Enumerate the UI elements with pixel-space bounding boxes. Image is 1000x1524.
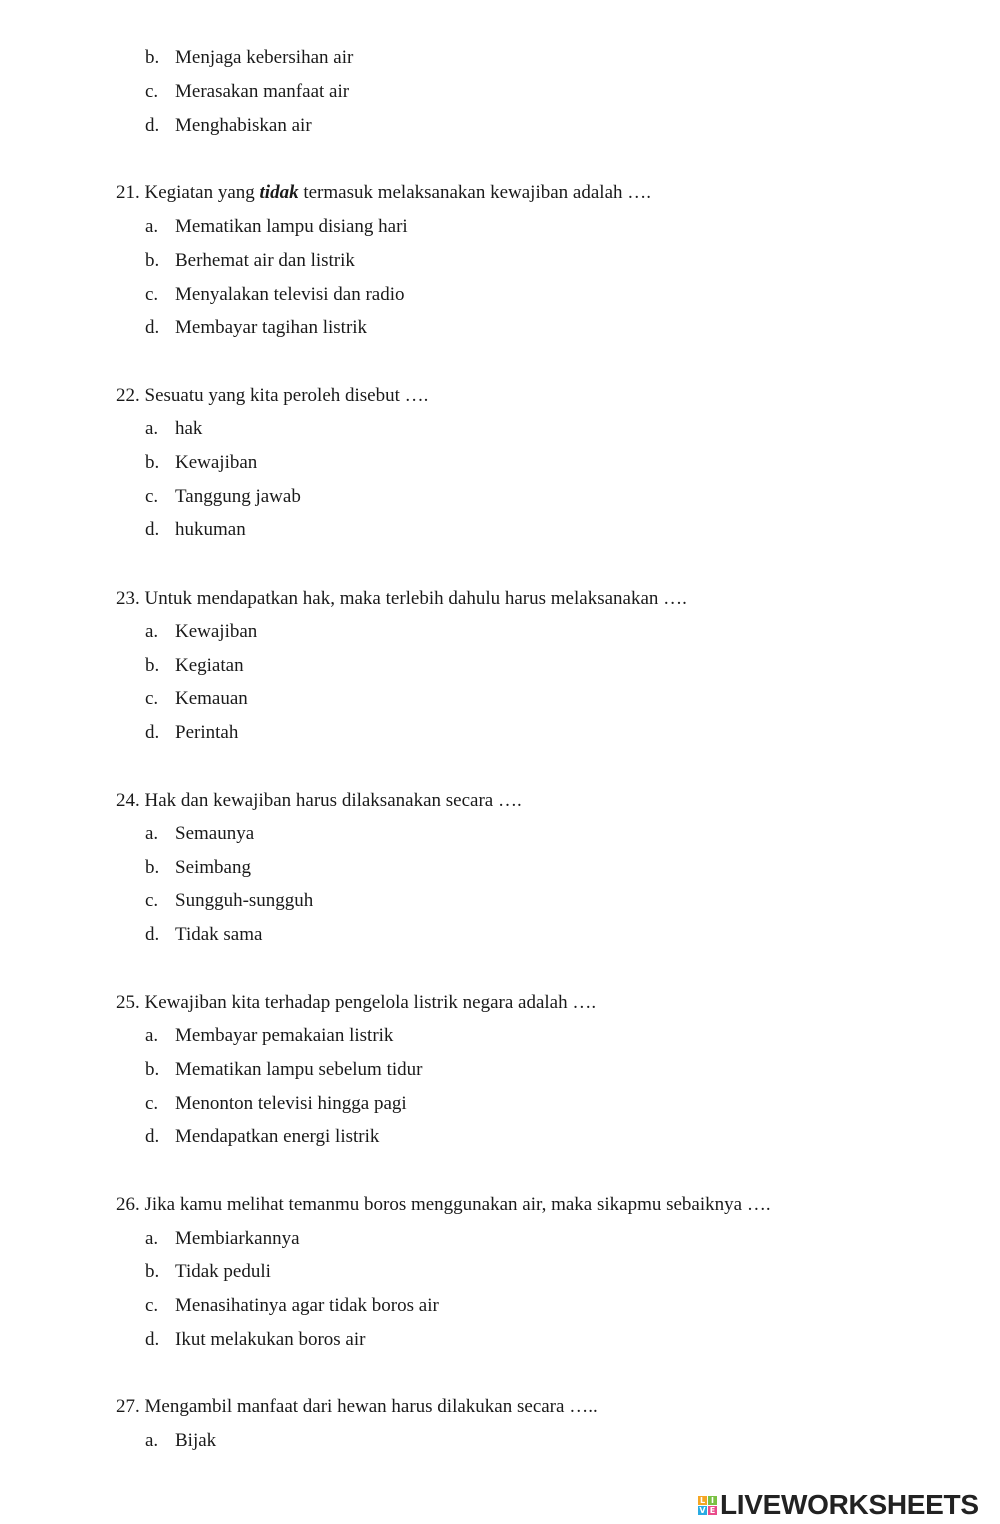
answer-option[interactable]: c. Menonton televisi hingga pagi xyxy=(145,1093,407,1114)
answer-option[interactable]: d. Tidak sama xyxy=(145,924,263,945)
answer-option[interactable]: c. Menyalakan televisi dan radio xyxy=(145,284,405,305)
answer-option[interactable]: d. Ikut melakukan boros air xyxy=(145,1329,366,1350)
answer-option[interactable]: b. Seimbang xyxy=(145,857,251,878)
liveworksheets-logo-icon xyxy=(698,1496,717,1515)
question-22: 22. Sesuatu yang kita peroleh disebut …. xyxy=(116,385,429,406)
logo-tile-l: L xyxy=(699,1495,706,1505)
answer-option[interactable]: a. Membiarkannya xyxy=(145,1228,300,1249)
answer-option[interactable]: d. Perintah xyxy=(145,722,239,743)
liveworksheets-logo[interactable] xyxy=(698,1488,979,1522)
answer-option[interactable]: a. Membayar pemakaian listrik xyxy=(145,1025,394,1046)
question-27: 27. Mengambil manfaat dari hewan harus dilakukan secara ….. xyxy=(116,1396,598,1417)
answer-option[interactable]: d. hukuman xyxy=(145,519,246,540)
logo-tile-v: V xyxy=(699,1505,706,1515)
answer-option[interactable]: b. Tidak peduli xyxy=(145,1261,271,1282)
answer-option[interactable]: b. Kegiatan xyxy=(145,655,244,676)
logo-tile-e: E xyxy=(709,1505,716,1515)
answer-option[interactable]: b. Berhemat air dan listrik xyxy=(145,250,355,271)
question-23: 23. Untuk mendapatkan hak, maka terlebih dahulu harus melaksanakan …. xyxy=(116,588,687,609)
logo-tile-i: I xyxy=(708,1496,717,1505)
answer-option[interactable]: d. Mendapatkan energi listrik xyxy=(145,1126,380,1147)
answer-option[interactable]: c. Kemauan xyxy=(145,688,248,709)
question-24: 24. Hak dan kewajiban harus dilaksanakan secara …. xyxy=(116,790,522,811)
answer-option[interactable]: b. Kewajiban xyxy=(145,452,258,473)
answer-option[interactable]: c. Sungguh-sungguh xyxy=(145,890,314,911)
answer-option[interactable]: a. hak xyxy=(145,418,203,439)
answer-option[interactable]: d. Menghabiskan air xyxy=(145,115,312,136)
answer-option[interactable]: d. Membayar tagihan listrik xyxy=(145,317,368,338)
answer-option[interactable]: c. Menasihatinya agar tidak boros air xyxy=(145,1295,439,1316)
answer-option[interactable]: a. Kewajiban xyxy=(145,621,258,642)
answer-option[interactable]: a. Semaunya xyxy=(145,823,255,844)
answer-option[interactable]: c. Merasakan manfaat air xyxy=(145,81,350,102)
answer-option[interactable]: a. Mematikan lampu disiang hari xyxy=(145,216,408,237)
question-26: 26. Jika kamu melihat temanmu boros menggunakan air, maka sikapmu sebaiknya …. xyxy=(116,1194,771,1215)
question-25: 25. Kewajiban kita terhadap pengelola listrik negara adalah …. xyxy=(116,992,597,1013)
question-21: 21. Kegiatan yang tidak termasuk melaksanakan kewajiban adalah …. xyxy=(116,182,651,203)
answer-option[interactable]: c. Tanggung jawab xyxy=(145,486,301,507)
answer-option[interactable]: a. Bijak xyxy=(145,1430,217,1451)
liveworksheets-logo-text: LIVEWORKSHEETS xyxy=(720,1489,979,1520)
answer-option[interactable]: b. Mematikan lampu sebelum tidur xyxy=(145,1059,423,1080)
answer-option[interactable]: b. Menjaga kebersihan air xyxy=(145,47,354,68)
